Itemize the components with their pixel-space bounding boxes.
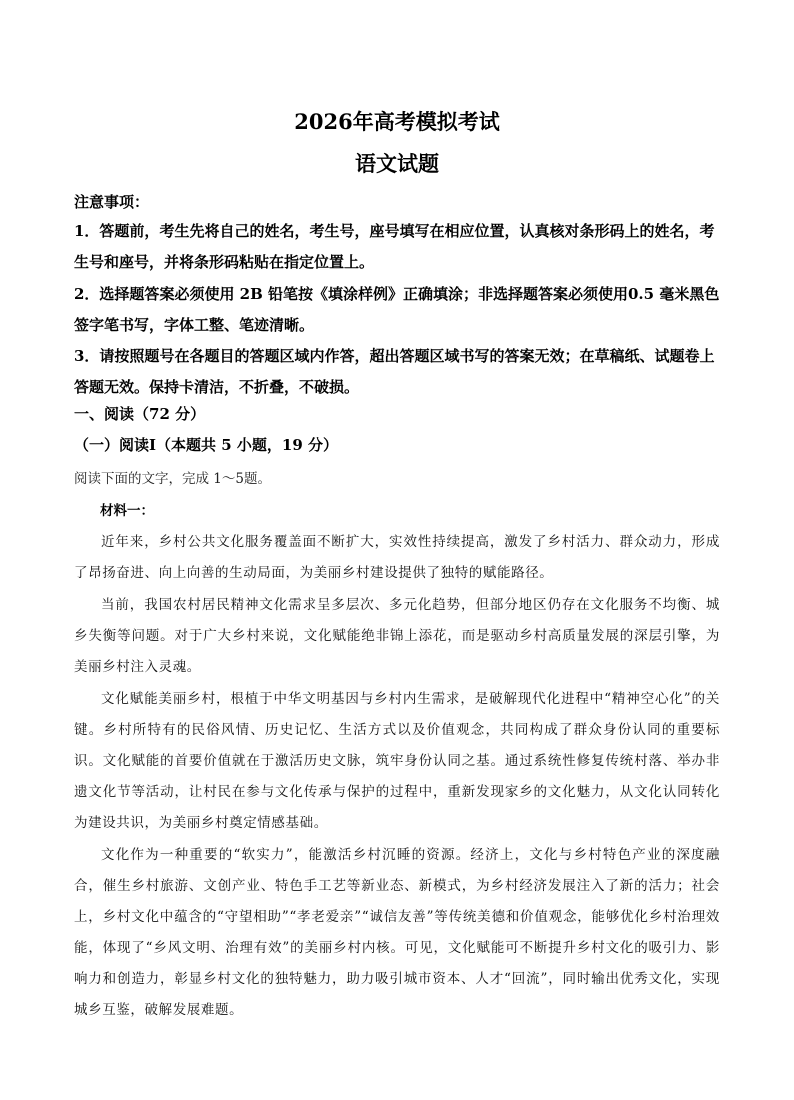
section-heading: 一、阅读（72 分） [74, 405, 206, 423]
notice-heading: 注意事项： [74, 193, 150, 211]
material-paragraph: 文化作为一种重要的“软实力”，能激活乡村沉睡的资源。经济上，文化与乡村特色产业的深度融合，催生乡村旅游、文创产业、特色手工艺等新业态、新模式，为乡村经济发展注入了新的活力；社会上，乡村文化中蕴含的“守望相助”“孝老爱亲”“诚信友善”等传统美德和价值观念，能够优化乡村治理效能，体现了“乡风文明、治理有效”的美丽乡村内核。可见，文化赋能可不断提升乡村文化的吸引力、影响力和创造力，彰显乡村文化的独特魅力，助力吸引城市资本、人才“回流”，同时输出优秀文化，实现城乡互鉴，破解发展难题。 [74, 847, 720, 1018]
notice-item: 2．选择题答案必须使用 2B 铅笔按《填涂样例》正确填涂；非选择题答案必须使用0.5 毫米黑色签字笔书写，字体工整、笔迹清晰。 [74, 285, 720, 334]
material-label: 材料一： [100, 503, 154, 519]
notice-item: 3．请按照题号在各题目的答题区域内作答，超出答题区域书写的答案无效；在草稿纸、试题卷上答题无效。保持卡清洁，不折叠，不破损。 [74, 347, 715, 396]
material-paragraph: 近年来，乡村公共文化服务覆盖面不断扩大，实效性持续提高，激发了乡村活力、群众动力，形成了昂扬奋进、向上向善的生动局面，为美丽乡村建设提供了独特的赋能路径。 [74, 534, 720, 581]
notice-item: 1．答题前，考生先将自己的姓名，考生号，座号填写在相应位置，认真核对条形码上的姓名，考生号和座号，并将条形码粘贴在指定位置上。 [74, 222, 715, 271]
material-paragraph: 当前，我国农村居民精神文化需求呈多层次、多元化趋势，但部分地区仍存在文化服务不均衡、城乡失衡等问题。对于广大乡村来说，文化赋能绝非锦上添花，而是驱动乡村高质量发展的深层引擎，为美丽乡村注入灵魂。 [74, 597, 720, 675]
material-paragraph: 文化赋能美丽乡村，根植于中华文明基因与乡村内生需求，是破解现代化进程中“精神空心化”的关键。乡村所特有的民俗风情、历史记忆、生活方式以及价值观念，共同构成了群众身份认同的重要标识。文化赋能的首要价值就在于激活历史文脉，筑牢身份认同之基。通过系统性修复传统村落、举办非遗文化节等活动，让村民在参与文化传承与保护的过程中，重新发现家乡的文化魅力，从文化认同转化为建设共识，为美丽乡村奠定情感基础。 [74, 691, 720, 831]
reading-instruction: 阅读下面的文字，完成 1～5题。 [74, 471, 271, 487]
exam-title: 2026年高考模拟考试 [294, 109, 500, 134]
exam-subtitle: 语文试题 [355, 151, 439, 176]
subsection-heading: （一）阅读Ⅰ（本题共 5 小题，19 分） [74, 436, 338, 454]
